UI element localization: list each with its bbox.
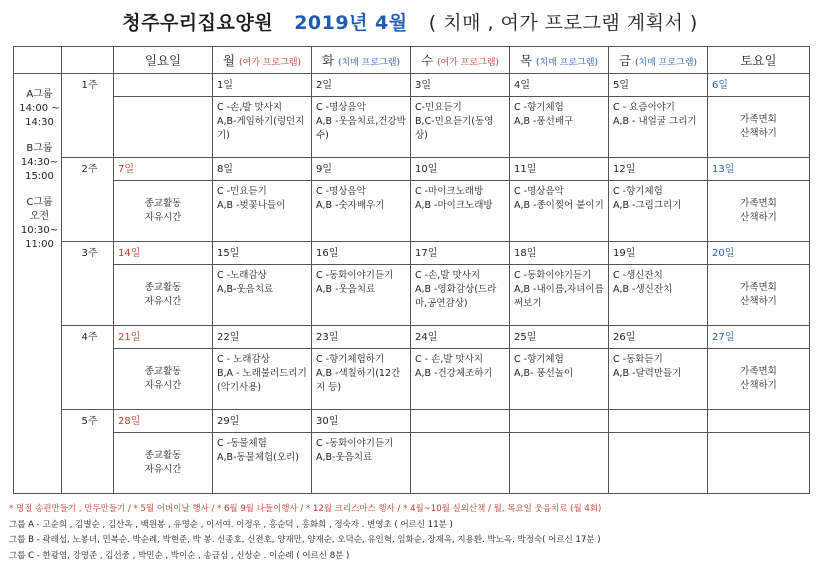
date-cell-fri: 12일 — [609, 158, 708, 181]
date-cell-sun: 28일 — [114, 410, 213, 433]
activity-line: A,B -풍선배구 — [514, 116, 574, 127]
group-time-line: 오전 — [29, 211, 50, 222]
activity-line: 종교활동 — [144, 366, 182, 377]
date-cell-fri: 26일 — [609, 326, 708, 349]
date-cell-thu: 4일 — [510, 74, 609, 97]
date-cell-mon: 22일 — [213, 326, 312, 349]
date-cell-sat: 20일 — [708, 242, 810, 265]
day-header-fri: 금 (치매 프로그램) — [609, 47, 708, 74]
activity-line: A,B -내이름,자녀이름 써보기 — [514, 284, 604, 309]
activity-line: A,B-동물체험(오리) — [217, 452, 299, 463]
activity-line: C -향기체험 — [514, 354, 564, 365]
week-activity-row — [14, 265, 810, 326]
date-cell-thu — [510, 410, 609, 433]
page-title — [0, 8, 820, 35]
date-cell-mon: 8일 — [213, 158, 312, 181]
group-time-legend — [14, 74, 62, 494]
activity-cell-thu — [510, 433, 609, 494]
activity-line: C-민요듣기 — [415, 102, 462, 113]
activity-line: C -동화이야기듣기 — [514, 270, 592, 281]
activity-cell-sun — [114, 265, 213, 326]
day-header-thu: 목 (치매 프로그램) — [510, 47, 609, 74]
activity-line: A,B -영화감상(드라마,공연감상) — [415, 284, 497, 309]
activity-line: A,B -벚꽃나들이 — [217, 200, 286, 211]
week-activity-row — [14, 349, 810, 410]
activity-cell-mon — [213, 433, 312, 494]
group-time-line: B그룹 — [26, 143, 53, 154]
date-cell-sat: 13일 — [708, 158, 810, 181]
org-name: 청주우리집요양원 — [122, 12, 274, 34]
activity-cell-tue — [312, 433, 411, 494]
activity-cell-fri — [609, 349, 708, 410]
activity-cell-sun — [114, 349, 213, 410]
activity-line: 자유시간 — [144, 464, 182, 475]
activity-line: C -명상음악 — [316, 102, 366, 113]
activity-line: 자유시간 — [144, 212, 182, 223]
activity-cell-sun — [114, 433, 213, 494]
activity-line: A,B -종이찢어 붙이기 — [514, 200, 604, 211]
program-type: (치매 프로그램) — [536, 58, 599, 68]
date-cell-tue: 30일 — [312, 410, 411, 433]
activity-line: A,B -마이크노래방 — [415, 200, 493, 211]
date-cell-thu: 25일 — [510, 326, 609, 349]
activity-line: A,B -생신잔치 — [613, 284, 673, 295]
activity-line: C - 노래감상 — [217, 354, 270, 365]
week-date-row — [14, 158, 810, 181]
group-c-members: 그룹 C - 한광염, 강명준 , 김선중 , 박민순 , 박이순 , 송금심 , 신상순 . 이순례 ( 어르신 8분 ) — [9, 550, 350, 561]
group-time-line: 10:30~ — [20, 225, 59, 236]
activity-line: 가족면회 — [740, 198, 777, 209]
activity-cell-tue — [312, 265, 411, 326]
week-label: 3주 — [62, 242, 114, 326]
activity-cell-fri — [609, 181, 708, 242]
activity-cell-fri — [609, 265, 708, 326]
activity-line: C -동물체험 — [217, 438, 267, 449]
activity-line: 산책하기 — [740, 212, 777, 223]
activity-line: 종교활동 — [144, 198, 182, 209]
activity-line: A,B -건강체조하기 — [415, 368, 493, 379]
date-cell-fri: 19일 — [609, 242, 708, 265]
date-cell-wed: 24일 — [411, 326, 510, 349]
activity-line: 자유시간 — [144, 380, 182, 391]
activity-cell-tue — [312, 97, 411, 158]
activity-cell-sun — [114, 181, 213, 242]
activity-line: A,B -달력만들기 — [613, 368, 682, 379]
activity-line: 종교활동 — [144, 282, 182, 293]
date-cell-mon: 15일 — [213, 242, 312, 265]
activity-cell-thu — [510, 181, 609, 242]
notes — [9, 502, 814, 564]
date-cell-fri: 5일 — [609, 74, 708, 97]
date-cell-tue: 16일 — [312, 242, 411, 265]
activity-line: C -향기체험 — [613, 186, 663, 197]
corner-cell — [14, 47, 62, 74]
group-time-line: 15:00 — [25, 171, 54, 182]
activity-cell-sat — [708, 97, 810, 158]
date-cell-sun — [114, 74, 213, 97]
activity-line: A,B-웃음치료 — [316, 452, 373, 463]
corner-cell — [62, 47, 114, 74]
group-time-line: 14:30~ — [20, 157, 59, 168]
activity-cell-wed — [411, 97, 510, 158]
activity-line: A,B -색칠하기(12간지 등) — [316, 368, 401, 393]
group-time-a — [18, 88, 61, 130]
activity-line: C -생신잔치 — [613, 270, 663, 281]
week-date-row — [14, 326, 810, 349]
group-a-members: 그룹 A - 고순희 , 김별순 , 김산옥 , 백원봉 , 유명순 , 이서여. 이정우 , 홍순덕 , 홍화희 , 정숙자 . 변영초 ( 어르신 11분 ) — [9, 519, 453, 530]
date-cell-wed: 17일 — [411, 242, 510, 265]
program-calendar — [13, 46, 810, 494]
week-date-row — [14, 410, 810, 433]
activity-cell-wed — [411, 265, 510, 326]
group-time-c — [18, 196, 61, 252]
group-time-line: 14:30 — [25, 117, 54, 128]
week-activity-row — [14, 97, 810, 158]
date-cell-sun: 7일 — [114, 158, 213, 181]
day-header-wed: 수 (여가 프로그램) — [411, 47, 510, 74]
activity-cell-tue — [312, 181, 411, 242]
activity-cell-wed — [411, 181, 510, 242]
activity-line: C -향기체험 — [514, 102, 564, 113]
activity-cell-mon — [213, 97, 312, 158]
date-cell-tue: 2일 — [312, 74, 411, 97]
activity-line: A,B -그림그리기 — [613, 200, 682, 211]
plan-subtitle: ( 치매 , 여가 프로그램 계획서 ) — [428, 12, 698, 34]
date-cell-sat — [708, 410, 810, 433]
activity-line: 산책하기 — [740, 380, 777, 391]
program-type: (치매 프로그램) — [338, 58, 401, 68]
activity-line: A,B-게임하기(렁던지기) — [217, 116, 305, 141]
date-cell-wed — [411, 410, 510, 433]
activity-cell-thu — [510, 97, 609, 158]
activity-line: C -민요듣기 — [217, 186, 267, 197]
date-cell-mon: 1일 — [213, 74, 312, 97]
activity-line: C -향기체험하기 — [316, 354, 385, 365]
activity-line: C - 요즘이야기 — [613, 102, 675, 113]
week-activity-row — [14, 181, 810, 242]
activity-cell-mon — [213, 349, 312, 410]
activity-cell-sat — [708, 433, 810, 494]
header-row — [14, 47, 810, 74]
activity-line: C -동화이야기듣기 — [316, 270, 394, 281]
activity-line: C -동화이야기듣기 — [316, 438, 394, 449]
activity-line: A,B -웃음치료 — [316, 284, 376, 295]
date-cell-thu: 11일 — [510, 158, 609, 181]
group-time-line: C그룹 — [26, 197, 53, 208]
activity-line: C - 손,발 맛사지 — [415, 354, 484, 365]
date-cell-tue: 23일 — [312, 326, 411, 349]
activity-cell-tue — [312, 349, 411, 410]
date-cell-tue: 9일 — [312, 158, 411, 181]
activity-line: A,B -웃음치료,건강박수) — [316, 116, 406, 141]
date-cell-sat: 27일 — [708, 326, 810, 349]
week-label: 4주 — [62, 326, 114, 410]
activity-line: C -노래감상 — [217, 270, 267, 281]
activity-line: 가족면회 — [740, 366, 777, 377]
date-cell-fri — [609, 410, 708, 433]
week-date-row — [14, 242, 810, 265]
activity-cell-sat — [708, 265, 810, 326]
date-cell-sun: 14일 — [114, 242, 213, 265]
event-note: * 명절 송편만들기 , 만두만들기 / * 5월 어버이날 행사 / * 6월 9월 나들이행사 / * 12월 크리스마스 행사 / * 4월~10월 실외산책 / 월, 목요일 웃음치료 (월 4회) — [9, 504, 602, 514]
date-cell-mon: 29일 — [213, 410, 312, 433]
date-cell-wed: 3일 — [411, 74, 510, 97]
week-date-row — [14, 74, 810, 97]
activity-line: 자유시간 — [144, 296, 182, 307]
day-header-mon: 월 (여가 프로그램) — [213, 47, 312, 74]
activity-line: C -동화듣기 — [613, 354, 663, 365]
day-header-tue: 화 (치매 프로그램) — [312, 47, 411, 74]
plan-month: 2019년 4월 — [294, 12, 408, 34]
activity-line: A,B-웃음치료 — [217, 284, 274, 295]
activity-cell-fri — [609, 97, 708, 158]
activity-cell-fri — [609, 433, 708, 494]
activity-line: C -손,발 맛사지 — [217, 102, 283, 113]
activity-line: C -명상음악 — [316, 186, 366, 197]
activity-cell-thu — [510, 349, 609, 410]
activity-cell-sat — [708, 349, 810, 410]
activity-cell-wed — [411, 433, 510, 494]
date-cell-thu: 18일 — [510, 242, 609, 265]
activity-cell-mon — [213, 265, 312, 326]
activity-line: 산책하기 — [740, 128, 777, 139]
program-type: (치매 프로그램) — [635, 58, 698, 68]
activity-line: B,C-민요듣기(동영상) — [415, 116, 494, 141]
activity-line: A,B - 내얼굴 그리기 — [613, 116, 697, 127]
program-type: (여가 프로그램) — [437, 58, 500, 68]
activity-cell-thu — [510, 265, 609, 326]
group-time-line: 11:00 — [25, 239, 54, 250]
group-time-line: 14:00 ~ — [19, 103, 60, 114]
week-label: 5주 — [62, 410, 114, 494]
group-time-line: A그룹 — [26, 89, 53, 100]
group-b-members: 그룹 B - 곽레섭, 노봉녀, 민복순. 박순례, 박현준, 박 봉. 신종호, 신전호, 양재만, 양재순, 오덕순, 유인혁, 임화순, 장재옥, 지용환. 박노옥. 박정숙( 어르신 17분 ) — [9, 535, 601, 545]
activity-line: 가족면회 — [740, 282, 777, 293]
day-header-sun: 일요일 — [114, 47, 213, 74]
activity-line: C -마이크노래방 — [415, 186, 484, 197]
activity-line: 가족면회 — [740, 114, 777, 125]
activity-line: 산책하기 — [740, 296, 777, 307]
week-label: 1주 — [62, 74, 114, 158]
activity-line: A,B -숫자배우기 — [316, 200, 385, 211]
week-activity-row — [14, 433, 810, 494]
program-type: (여가 프로그램) — [239, 58, 302, 68]
activity-cell-mon — [213, 181, 312, 242]
activity-line: C -명상음악 — [514, 186, 564, 197]
activity-line: A,B- 풍선놀이 — [514, 368, 574, 379]
activity-cell-sat — [708, 181, 810, 242]
activity-cell-wed — [411, 349, 510, 410]
date-cell-wed: 10일 — [411, 158, 510, 181]
date-cell-sun: 21일 — [114, 326, 213, 349]
date-cell-sat: 6일 — [708, 74, 810, 97]
week-label: 2주 — [62, 158, 114, 242]
day-header-sat: 토요일 — [708, 47, 810, 74]
activity-line: 종교활동 — [144, 450, 182, 461]
group-time-b — [18, 142, 61, 184]
activity-line: C -손,발 맛사지 — [415, 270, 481, 281]
activity-cell-sun — [114, 97, 213, 158]
activity-line: B,A - 노래불러드리기(악기사용) — [217, 368, 307, 393]
